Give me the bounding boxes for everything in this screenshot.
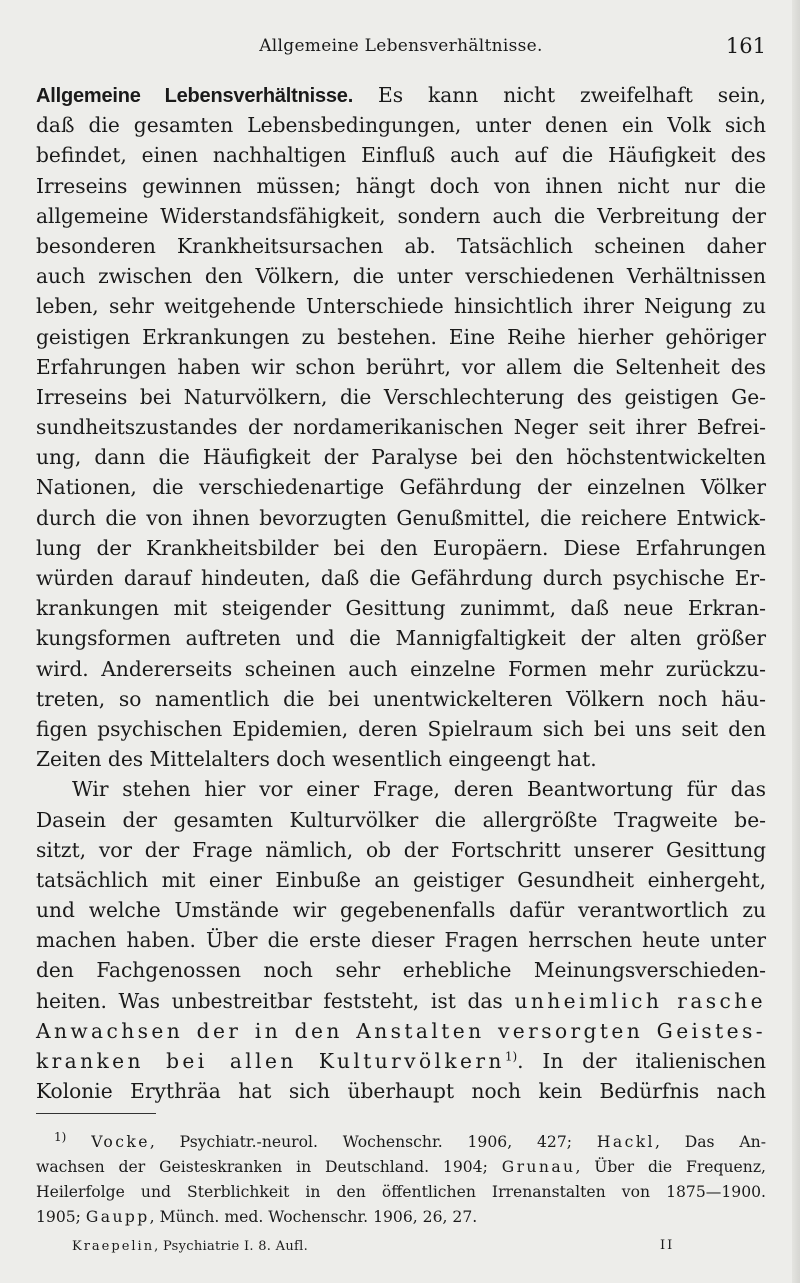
text-line: sundheitszustandes der nordamerikanischen Neger seit ihrer Befrei- — [36, 415, 766, 440]
author-name: Kraepelin — [72, 1239, 155, 1254]
footnote-line: $^{1)}$ Vocke, Psychiatr.-neurol. Wochenschr. 1906, 427; Hackl, Das An- — [54, 1129, 766, 1151]
text-line: lung der Krankheitsbilder bei den Europäern. Diese Erfahrungen — [36, 535, 766, 560]
text-line: figen psychischen Epidemien, deren Spielraum sich bei uns seit den — [36, 716, 766, 741]
emphasis-spaced: unheimlich rasche — [514, 988, 767, 1013]
main-text — [36, 80, 766, 1106]
text-line: durch die von ihnen bevorzugten Genußmittel, die reichere Entwick- — [36, 505, 766, 530]
paragraph-start-line: Wir stehen hier vor einer Frage, deren Beantwortung für das — [72, 777, 766, 802]
text-line: Dasein der gesamten Kulturvölker die allergrößte Tragweite be- — [36, 807, 766, 832]
text-line: Erfahrungen haben wir schon berührt, vor allem die Seltenheit des — [36, 354, 766, 379]
printer-line: Kraepelin, Psychiatrie I. 8. Aufl. — [72, 1239, 309, 1254]
text-line: allgemeine Widerstandsfähigkeit, sondern auch die Verbreitung der — [36, 203, 766, 228]
text-line: Kolonie Erythräa hat sich überhaupt noch kein Bedürfnis nach — [36, 1079, 766, 1104]
text-line: auch zwischen den Völkern, die unter verschiedenen Verhältnissen — [36, 264, 766, 289]
text-line: geistigen Erkrankungen zu bestehen. Eine Reihe hierher gehöriger — [36, 324, 766, 349]
page-edge — [792, 0, 800, 1283]
author-name: Gaupp — [85, 1208, 150, 1226]
text-line: den Fachgenossen noch sehr erhebliche Meinungsverschieden- — [36, 958, 766, 983]
author-name: Hackl — [596, 1133, 655, 1151]
footnote-line: Heilerfolge und Sterblichkeit in den öffentlichen Irrenanstalten von 1875—1900. — [36, 1183, 766, 1201]
text-line: krankungen mit steigender Gesittung zunimmt, daß neue Erkran- — [36, 596, 766, 621]
text-line: ung, dann die Häufigkeit der Paralyse bei den höchstentwickelten — [36, 445, 766, 470]
footnotes — [36, 1130, 766, 1230]
text-line: Irreseins gewinnen müssen; hängt doch von ihnen nicht nur die — [36, 173, 766, 198]
text-line: treten, so namentlich die bei unentwickelteren Völkern noch häu- — [36, 686, 766, 711]
footnote-line: wachsen der Geisteskranken in Deutschland. 1904; Grunau, Über die Frequenz, — [36, 1158, 766, 1176]
text-line: Nationen, die verschiedenartige Gefährdung der einzelnen Völker — [36, 475, 766, 500]
text-line: und welche Umstände wir gegebenenfalls dafür verantwortlich zu — [36, 898, 766, 923]
text-line: tatsächlich mit einer Einbuße an geistiger Gesundheit einhergeht, — [36, 867, 766, 892]
text-line: heiten. Was unbestreitbar feststeht, ist das unheimlich rasche — [36, 988, 767, 1013]
page-number: 161 — [725, 34, 766, 58]
author-name: Vocke — [91, 1133, 150, 1151]
text-line: kranken bei allen Kulturvölkern$^{1)}$. In der italienischen — [36, 1049, 766, 1073]
text-line: sitzt, vor der Frage nämlich, ob der Fortschritt unserer Gesittung — [36, 837, 766, 862]
text-line: daß die gesamten Lebensbedingungen, unter denen ein Volk sich — [36, 113, 766, 138]
text-line: würden darauf hindeuten, daß die Gefährdung durch psychische Er- — [36, 566, 766, 590]
footnote-rule — [36, 1113, 156, 1114]
text-line: Zeiten des Mittelalters doch wesentlich eingeengt hat. — [36, 747, 597, 772]
signature-mark: II — [660, 1238, 675, 1253]
text-line-spaced: Anwachsen der in den Anstalten versorgten Geistes- — [36, 1018, 766, 1043]
text-line: wird. Andererseits scheinen auch einzelne Formen mehr zurückzu- — [36, 656, 766, 681]
author-name: Grunau — [501, 1158, 576, 1176]
text-line: besonderen Krankheitsursachen ab. Tatsächlich scheinen daher — [36, 233, 766, 258]
text-line: Allgemeine Lebensverhältnisse. Es kann nicht zweifelhaft sein, — [36, 83, 766, 107]
text-line: machen haben. Über die erste dieser Fragen herrschen heute unter — [36, 928, 766, 953]
section-heading: Allgemeine Lebensverhältnisse. — [36, 85, 354, 107]
footnote-line: 1905; Gaupp, Münch. med. Wochenschr. 1906, 26, 27. — [36, 1208, 478, 1226]
text-line: kungsformen auftreten und die Mannigfaltigkeit der alten größer — [36, 626, 766, 651]
footnote-marker: 1) — [504, 1049, 518, 1064]
text-line: leben, sehr weitgehende Unterschiede hinsichtlich ihrer Neigung zu — [36, 294, 766, 319]
text-line: Irreseins bei Naturvölkern, die Verschlechterung des geistigen Ge- — [36, 384, 766, 409]
text-line: befindet, einen nachhaltigen Einfluß auch auf die Häufigkeit des — [36, 143, 766, 168]
running-title: Allgemeine Lebensverhältnisse. — [259, 36, 543, 56]
running-head — [36, 36, 766, 58]
